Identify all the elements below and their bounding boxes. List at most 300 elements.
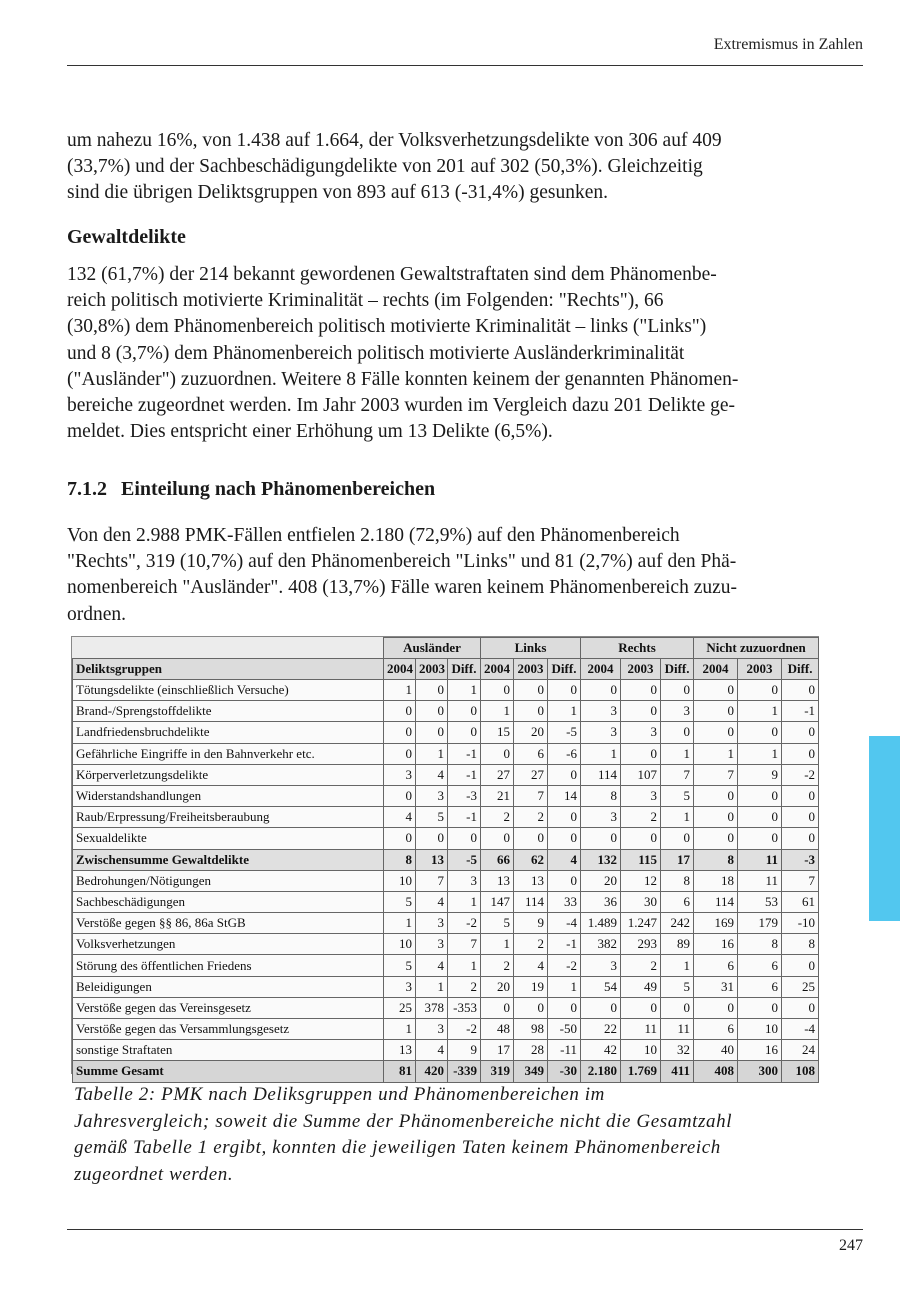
table-cell: 0 [782,722,819,743]
table-cell: 1 [448,891,481,912]
table-cell: 1 [694,743,738,764]
table-cell: 12 [621,870,661,891]
table-cell: 0 [548,807,581,828]
diff-header: Diff. [661,659,694,680]
table-cell: 108 [782,1061,819,1082]
table-cell: 8 [738,934,782,955]
table-row [73,722,819,743]
table-cell: 1 [481,701,514,722]
table-cell: 2 [621,807,661,828]
gewalt-paragraph [67,262,809,445]
gewaltdelikte-heading: Gewaltdelikte [67,226,186,248]
table-cell: 13 [514,870,548,891]
table-cell: 0 [416,828,448,849]
table-cell: 61 [782,891,819,912]
table-cell: 6 [514,743,548,764]
table-cell: 22 [581,1019,621,1040]
table-cell: 53 [738,891,782,912]
year-header: 2003 [514,659,548,680]
table-cell: 1 [384,680,416,701]
table-cell: 1 [384,913,416,934]
table-cell: 0 [694,701,738,722]
table-cell: 114 [581,764,621,785]
table-row [73,1061,819,1082]
header-rule [67,65,863,66]
table-cell: 3 [581,701,621,722]
table-cell: 5 [481,913,514,934]
table-cell: 2 [481,807,514,828]
table-row [73,891,819,912]
table-cell: 7 [782,870,819,891]
table-cell: -30 [548,1061,581,1082]
table-cell: 7 [514,785,548,806]
row-label: Sachbeschädigungen [73,891,384,912]
table-cell: 62 [514,849,548,870]
table-cell: 16 [694,934,738,955]
table-cell: 0 [416,680,448,701]
table-cell: 18 [694,870,738,891]
table-cell: 0 [581,828,621,849]
table-cell: 300 [738,1061,782,1082]
table-cell: 0 [738,828,782,849]
table-cell: 0 [481,997,514,1018]
text-line: "Rechts", 319 (10,7%) auf den Phänomenbereich "Links" und 81 (2,7%) auf den Phä- [67,551,737,573]
section-title: Einteilung nach Phänomenbereichen [121,478,436,500]
table-cell: -1 [782,701,819,722]
table-row [73,955,819,976]
table-cell: 24 [782,1040,819,1061]
section-paragraph [67,523,809,628]
table-cell: 10 [384,870,416,891]
text-line: 132 (61,7%) der 214 bekannt gewordenen Gewaltstraftaten sind dem Phänomenbe- [67,264,717,285]
table-row [73,976,819,997]
table-cell: 10 [738,1019,782,1040]
table-cell: 6 [661,891,694,912]
table-row [73,997,819,1018]
table-cell: 132 [581,849,621,870]
table-cell: 0 [548,680,581,701]
table-cell: 0 [384,828,416,849]
table-cell: 0 [738,680,782,701]
table-cell: 0 [384,785,416,806]
diff-header: Diff. [548,659,581,680]
table-cell: 0 [481,680,514,701]
table-cell: 147 [481,891,514,912]
table-row [73,807,819,828]
table-cell: 5 [661,976,694,997]
table-cell: -353 [448,997,481,1018]
running-head: Extremismus in Zahlen [713,36,863,53]
intro-paragraph [67,128,809,207]
table-cell: 0 [694,997,738,1018]
table-cell: 1 [738,743,782,764]
table-cell: 115 [621,849,661,870]
diff-header: Diff. [448,659,481,680]
table-cell: 0 [694,785,738,806]
table-cell: 0 [738,785,782,806]
caption-line: zugeordnet werden. [74,1163,234,1185]
table-cell: 6 [694,955,738,976]
table-cell: 9 [738,764,782,785]
table-cell: 5 [661,785,694,806]
row-label: Summe Gesamt [73,1061,384,1082]
pmk-table-image [71,636,819,1079]
table-cell: 1 [661,955,694,976]
table-cell: 89 [661,934,694,955]
row-label: Bedrohungen/Nötigungen [73,870,384,891]
table-cell: 2 [448,976,481,997]
table-cell: -1 [448,807,481,828]
year-header: 2004 [581,659,621,680]
table-cell: 11 [661,1019,694,1040]
table-cell: 54 [581,976,621,997]
table-cell: 0 [621,997,661,1018]
table-cell: 27 [481,764,514,785]
table-cell: 293 [621,934,661,955]
table-cell: -4 [782,1019,819,1040]
table-row [73,870,819,891]
table-cell: 3 [416,1019,448,1040]
table-cell: 179 [738,913,782,934]
table-cell: 3 [384,976,416,997]
table-cell: 3 [661,701,694,722]
table-cell: -2 [782,764,819,785]
table-cell: 114 [514,891,548,912]
row-label: Verstöße gegen das Vereinsgesetz [73,997,384,1018]
table-cell: 36 [581,891,621,912]
footer-rule [67,1229,863,1230]
table-cell: 0 [581,680,621,701]
table-cell: 7 [416,870,448,891]
table-cell: 0 [481,743,514,764]
table-cell: 25 [384,997,416,1018]
table-cell: 0 [661,828,694,849]
table-cell: 4 [384,807,416,828]
text-line: sind die übrigen Deliktsgruppen von 893 auf 613 (-31,4%) gesunken. [67,182,609,204]
table-caption [74,1082,814,1188]
year-header: 2004 [384,659,416,680]
table-cell: 2 [621,955,661,976]
table-row [73,680,819,701]
table-cell: 2 [514,807,548,828]
row-label: Körperverletzungsdelikte [73,764,384,785]
table-cell: 13 [416,849,448,870]
table-cell: 1.769 [621,1061,661,1082]
table-cell: 15 [481,722,514,743]
table-cell: -11 [548,1040,581,1061]
row-label: Verstöße gegen das Versammlungsgesetz [73,1019,384,1040]
row-label: Tötungsdelikte (einschließlich Versuche) [73,680,384,701]
table-cell: 0 [481,828,514,849]
table-cell: -1 [448,764,481,785]
table-cell: 14 [548,785,581,806]
table-cell: 7 [448,934,481,955]
caption-line: Tabelle 2: PMK nach Deliksgruppen und Phänomenbereichen im [74,1084,605,1105]
table-row [73,743,819,764]
table-cell: 0 [548,997,581,1018]
table-cell: 0 [548,764,581,785]
table-cell: 1 [384,1019,416,1040]
table-cell: 4 [514,955,548,976]
table-cell: -5 [448,849,481,870]
table-cell: 20 [481,976,514,997]
group-header: Links [481,638,581,659]
table-cell: 0 [548,828,581,849]
table-cell: 5 [416,807,448,828]
group-header: Nicht zuzuordnen [694,638,819,659]
table-cell: 2 [514,934,548,955]
table-cell: 10 [384,934,416,955]
table-cell: 0 [738,722,782,743]
table-cell: 1 [581,743,621,764]
table-cell: 3 [416,934,448,955]
group-header: Rechts [581,638,694,659]
chapter-thumb-tab [869,736,900,921]
table-cell: 0 [448,828,481,849]
table-cell: -6 [548,743,581,764]
table-cell: 1 [661,807,694,828]
table-cell: 0 [514,680,548,701]
table-cell: 0 [514,997,548,1018]
row-label: Gefährliche Eingriffe in den Bahnverkehr etc. [73,743,384,764]
table-cell: 13 [481,870,514,891]
table-cell: 0 [661,997,694,1018]
diff-header: Diff. [782,659,819,680]
table-cell: 0 [694,807,738,828]
table-cell: 0 [448,701,481,722]
table-row [73,828,819,849]
table-cell: 17 [661,849,694,870]
text-line: meldet. Dies entspricht einer Erhöhung um 13 Delikte (6,5%). [67,421,553,443]
table-row [73,913,819,934]
table-cell: 0 [782,955,819,976]
table-cell: -3 [448,785,481,806]
table-cell: 17 [481,1040,514,1061]
table-cell: 0 [581,997,621,1018]
table-cell: 0 [738,807,782,828]
table-cell: 3 [416,785,448,806]
table-cell: 31 [694,976,738,997]
text-line: Von den 2.988 PMK-Fällen entfielen 2.180 (72,9%) auf den Phänomenbereich [67,525,680,546]
table-row [73,785,819,806]
table-cell: 0 [782,680,819,701]
table-cell: 3 [581,955,621,976]
table-cell: 8 [694,849,738,870]
table-cell: 0 [621,701,661,722]
text-line: (30,8%) dem Phänomenbereich politisch motivierte Kriminalität – links ("Links") [67,316,707,338]
table-cell: 21 [481,785,514,806]
text-line: ("Ausländer") zuzuordnen. Weitere 8 Fälle konnten keinem der genannten Phänomen- [67,368,739,390]
table-cell: 11 [621,1019,661,1040]
page-number: 247 [839,1237,863,1254]
table-cell: 7 [694,764,738,785]
table-cell: 0 [782,997,819,1018]
year-header: 2004 [694,659,738,680]
table-row [73,1019,819,1040]
table-cell: 42 [581,1040,621,1061]
table-cell: 9 [514,913,548,934]
table-cell: 0 [694,722,738,743]
table-cell: 13 [384,1040,416,1061]
text-line: reich politisch motivierte Kriminalität – rechts (im Folgenden: "Rechts"), 66 [67,290,664,312]
table-cell: 32 [661,1040,694,1061]
table-cell: -2 [448,913,481,934]
table-cell: 4 [416,1040,448,1061]
table-cell: 9 [448,1040,481,1061]
table-cell: 349 [514,1061,548,1082]
table-cell: 5 [384,955,416,976]
table-cell: 8 [782,934,819,955]
table-cell: 242 [661,913,694,934]
table-cell: -1 [548,934,581,955]
table-cell: 0 [621,743,661,764]
table-cell: 1.247 [621,913,661,934]
table-cell: 4 [548,849,581,870]
table-cell: 0 [782,785,819,806]
table-cell: 4 [416,764,448,785]
row-label: Raub/Erpressung/Freiheitsberaubung [73,807,384,828]
table-cell: 0 [384,722,416,743]
table-cell: 0 [416,701,448,722]
row-label: sonstige Straftaten [73,1040,384,1061]
table-cell: 6 [694,1019,738,1040]
table-cell: -3 [782,849,819,870]
table-body [73,680,819,1083]
year-header: 2003 [738,659,782,680]
table-cell: 0 [694,680,738,701]
table-cell: -10 [782,913,819,934]
table-cell: 1 [548,976,581,997]
table-cell: 8 [661,870,694,891]
table-cell: 19 [514,976,548,997]
pmk-table [72,637,819,1083]
table-cell: 0 [448,722,481,743]
table-row [73,849,819,870]
row-header: Deliktsgruppen [73,659,384,680]
table-cell: 5 [384,891,416,912]
table-cell: 319 [481,1061,514,1082]
group-header: Ausländer [384,638,481,659]
table-cell: 1 [448,955,481,976]
text-line: bereiche zugeordnet werden. Im Jahr 2003 wurden im Vergleich dazu 201 Delikte ge- [67,395,735,417]
table-cell: 1 [416,743,448,764]
row-label: Beleidigungen [73,976,384,997]
table-cell: 40 [694,1040,738,1061]
table-cell: 382 [581,934,621,955]
year-header: 2003 [621,659,661,680]
table-cell: 98 [514,1019,548,1040]
table-cell: 11 [738,849,782,870]
table-cell: -5 [548,722,581,743]
caption-line: gemäß Tabelle 1 ergibt, konnten die jeweiligen Taten keinem Phänomenbereich [74,1137,721,1158]
table-cell: 0 [782,743,819,764]
year-header: 2003 [416,659,448,680]
table-cell: 16 [738,1040,782,1061]
year-header: 2004 [481,659,514,680]
table-cell: 3 [621,722,661,743]
table-cell: 378 [416,997,448,1018]
table-cell: 0 [416,722,448,743]
text-line: ordnen. [67,603,127,625]
table-cell: -2 [448,1019,481,1040]
table-row [73,934,819,955]
table-cell: 420 [416,1061,448,1082]
table-cell: 0 [384,701,416,722]
table-cell: 33 [548,891,581,912]
table-cell: 0 [782,828,819,849]
table-cell: 8 [581,785,621,806]
table-cell: 0 [514,828,548,849]
table-cell: 3 [581,722,621,743]
table-cell: 6 [738,955,782,976]
table-cell: 169 [694,913,738,934]
table-cell: 0 [548,870,581,891]
table-cell: 1.489 [581,913,621,934]
row-label: Störung des öffentlichen Friedens [73,955,384,976]
table-cell: 0 [621,680,661,701]
caption-line: Jahresvergleich; soweit die Summe der Phänomenbereiche nicht die Gesamtzahl [74,1110,733,1132]
table-cell: 7 [661,764,694,785]
table-cell: 0 [782,807,819,828]
table-row [73,1040,819,1061]
table-cell: -50 [548,1019,581,1040]
table-cell: 20 [581,870,621,891]
table-corner [73,638,384,659]
table-cell: 1 [481,934,514,955]
table-cell: 1 [661,743,694,764]
table-row [73,701,819,722]
table-cell: 107 [621,764,661,785]
table-cell: 0 [514,701,548,722]
table-cell: -1 [448,743,481,764]
table-row [73,764,819,785]
table-cell: 1 [738,701,782,722]
table-cell: 30 [621,891,661,912]
table-cell: 3 [581,807,621,828]
table-cell: 0 [661,680,694,701]
table-cell: 81 [384,1061,416,1082]
table-cell: 25 [782,976,819,997]
table-cell: 8 [384,849,416,870]
table-cell: 6 [738,976,782,997]
text-line: und 8 (3,7%) dem Phänomenbereich politisch motivierte Ausländerkriminalität [67,342,685,364]
table-cell: 408 [694,1061,738,1082]
table-cell: -339 [448,1061,481,1082]
table-cell: 49 [621,976,661,997]
table-cell: 48 [481,1019,514,1040]
table-cell: 0 [661,722,694,743]
table-cell: 27 [514,764,548,785]
table-cell: 4 [416,891,448,912]
table-cell: 0 [384,743,416,764]
row-label: Volksverhetzungen [73,934,384,955]
row-label: Brand-/Sprengstoffdelikte [73,701,384,722]
row-label: Sexualdelikte [73,828,384,849]
table-cell: 3 [416,913,448,934]
table-cell: -4 [548,913,581,934]
row-label: Zwischensumme Gewaltdelikte [73,849,384,870]
section-heading [67,478,435,501]
table-cell: 3 [448,870,481,891]
table-cell: 0 [738,997,782,1018]
text-line: (33,7%) und der Sachbeschädigungdelikte von 201 auf 302 (50,3%). Gleichzeitig [67,156,703,178]
table-cell: 4 [416,955,448,976]
table-cell: 2.180 [581,1061,621,1082]
table-cell: 3 [621,785,661,806]
table-cell: 66 [481,849,514,870]
table-cell: 1 [448,680,481,701]
table-cell: 11 [738,870,782,891]
